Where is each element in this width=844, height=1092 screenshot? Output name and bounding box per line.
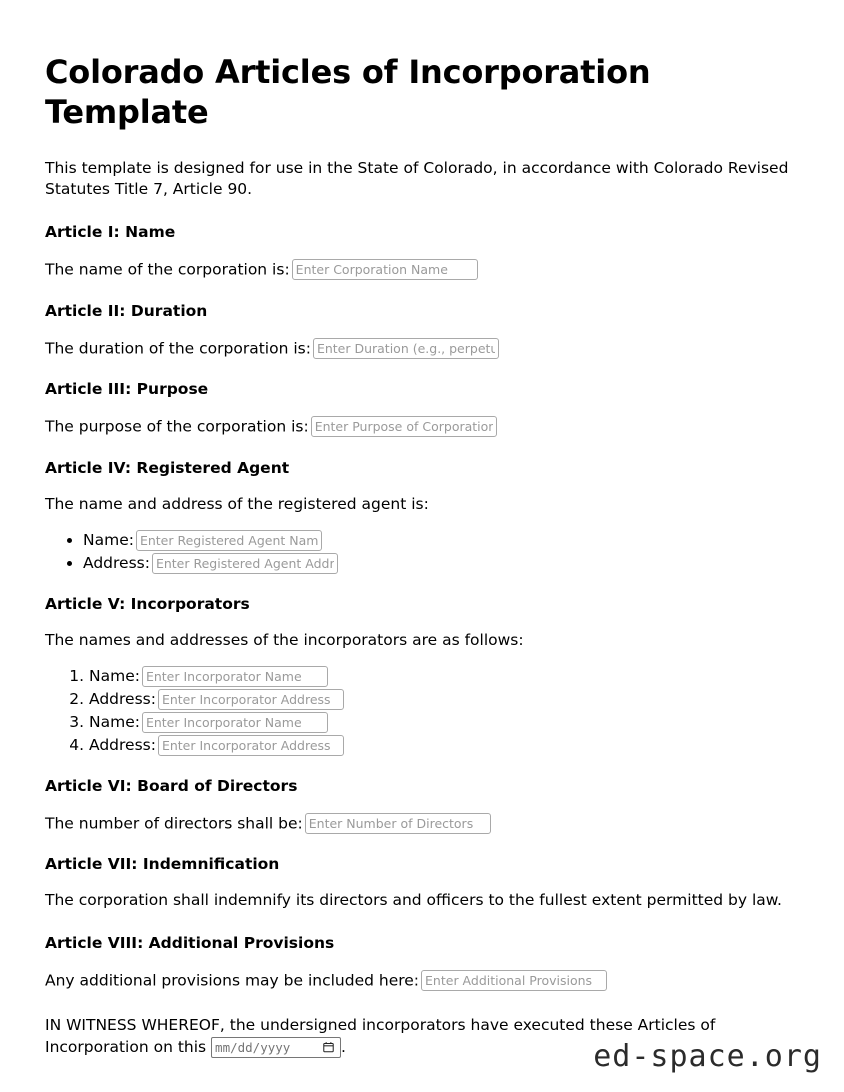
article-1-field-row — [45, 258, 797, 281]
article-6-field-row — [45, 812, 797, 835]
number-of-directors-input[interactable] — [305, 813, 491, 834]
purpose-input[interactable] — [311, 416, 497, 437]
article-3-field-row — [45, 415, 797, 438]
article-3-label: The purpose of the corporation is: — [45, 417, 309, 436]
document-content — [45, 52, 797, 1058]
article-5-heading: Article V: Incorporators — [45, 594, 250, 613]
registered-agent-name-label: Name: — [83, 530, 134, 549]
additional-provisions-input[interactable] — [421, 970, 607, 991]
incorporator-2-address-input[interactable] — [158, 735, 344, 756]
intro-paragraph: This template is designed for use in the State of Colorado, in accordance with Colorado Revised Statutes Title 7, Article 90. — [45, 159, 789, 198]
corporation-name-input[interactable] — [292, 259, 478, 280]
article-4-heading: Article IV: Registered Agent — [45, 458, 290, 477]
registered-agent-list — [45, 529, 797, 574]
execution-date-input[interactable] — [211, 1037, 341, 1058]
registered-agent-name-input[interactable] — [136, 530, 322, 551]
watermark: ed-space.org — [593, 1039, 822, 1074]
article-1-heading: Article I: Name — [45, 223, 176, 241]
list-item — [89, 734, 797, 756]
article-6-label: The number of directors shall be: — [45, 814, 303, 832]
page-title: Colorado Articles of Incorporation Template — [45, 53, 651, 131]
registered-agent-address-input[interactable] — [152, 553, 338, 574]
article-3-heading: Article III: Purpose — [45, 380, 209, 398]
article-8-field-row — [45, 969, 797, 992]
list-item — [89, 688, 797, 710]
list-item — [89, 665, 797, 687]
witness-text: IN WITNESS WHEREOF, the undersigned incorporators have executed these Articles of Incorporation on this — [45, 1015, 716, 1056]
article-2-field-row — [45, 337, 797, 360]
incorporator-1-label: Name: — [89, 666, 140, 685]
article-8-heading: Article VIII: Additional Provisions — [45, 934, 335, 952]
article-7-body: The corporation shall indemnify its directors and officers to the fullest extent permitted by law. — [45, 891, 782, 909]
incorporator-1-address-input[interactable] — [158, 689, 344, 710]
incorporator-2-label: Address: — [89, 689, 156, 708]
article-2-heading: Article II: Duration — [45, 301, 208, 320]
incorporator-1-name-input[interactable] — [142, 666, 328, 687]
incorporator-3-label: Name: — [89, 712, 140, 731]
registered-agent-address-label: Address: — [83, 553, 150, 572]
date-input-wrapper — [211, 1036, 341, 1058]
incorporator-4-label: Address: — [89, 735, 156, 754]
list-item — [83, 552, 797, 574]
witness-text-after: . — [341, 1037, 346, 1056]
article-7-heading: Article VII: Indemnification — [45, 855, 280, 873]
article-8-label: Any additional provisions may be included here: — [45, 971, 420, 990]
incorporator-2-name-input[interactable] — [142, 712, 328, 733]
duration-input[interactable] — [313, 338, 499, 359]
article-2-label: The duration of the corporation is: — [45, 339, 311, 357]
incorporators-list — [45, 665, 797, 756]
article-6-heading: Article VI: Board of Directors — [45, 776, 298, 795]
list-item — [83, 529, 797, 551]
article-5-label: The names and addresses of the incorporators are as follows: — [45, 630, 524, 649]
list-item — [89, 711, 797, 733]
article-1-label: The name of the corporation is: — [45, 260, 290, 279]
article-4-label: The name and address of the registered agent is: — [45, 494, 429, 513]
